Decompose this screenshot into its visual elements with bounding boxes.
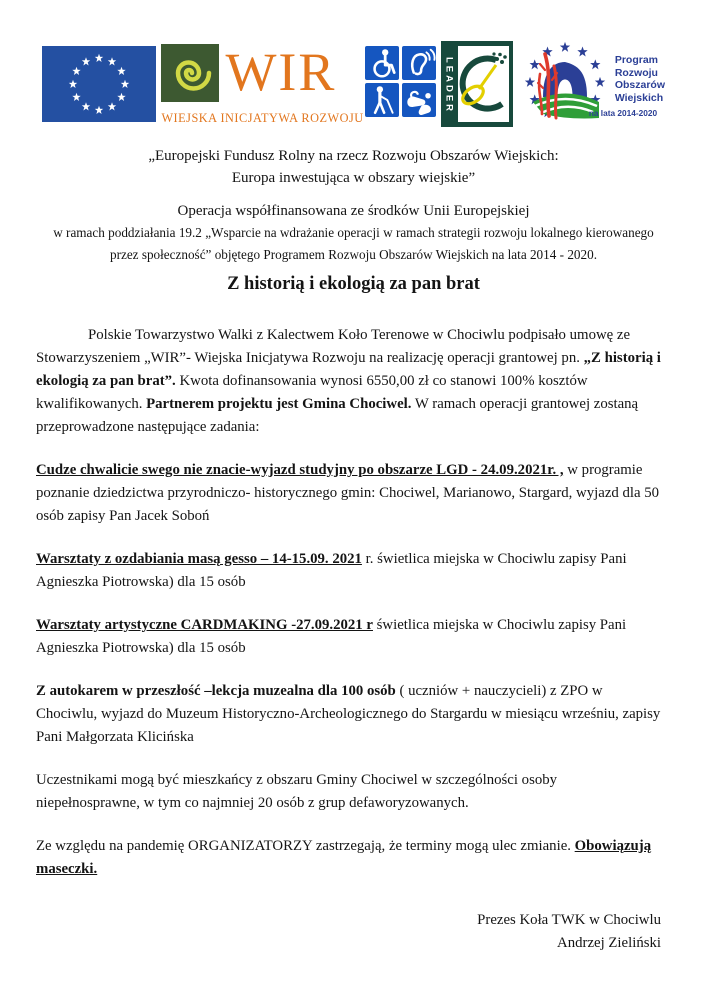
task-3-heading: Warsztaty artystyczne CARDMAKING -27.09.2021 r xyxy=(36,617,373,633)
cofinancing-line: przez społeczność” objętego Programem Rozwoju Obszarów Wiejskich na lata 2014 - 2020. xyxy=(109,247,598,262)
eu-funding-note xyxy=(0,145,707,189)
document-body xyxy=(0,324,707,955)
funding-note-line: „Europejski Fundusz Rolny na rzecz Rozwoju Obszarów Wiejskich: xyxy=(148,148,559,164)
masks-required-note: Obowiązują maseczki. xyxy=(36,838,652,877)
signature-block xyxy=(36,909,661,955)
hearing-icon xyxy=(402,46,436,80)
participants-paragraph: Uczestnikami mogą być mieszkańcy z obszaru Gminy Chociwel w szczególności osoby niepełnosprawne, w tym co najmniej 20 osób z grup defaworyzowanych. xyxy=(36,772,558,811)
task-paragraph-2 xyxy=(36,548,661,594)
accessibility-icons xyxy=(365,46,436,117)
signature-role: Prezes Koła TWK w Chociwlu xyxy=(477,912,661,928)
task-1-heading: Cudze chwalicie swego nie znacie-wyjazd studyjny po obszarze LGD - 24.09.2021r. , xyxy=(36,462,564,478)
prow-years: na lata 2014-2020 xyxy=(588,108,658,118)
task-4-text: ( uczniów + nauczycieli) z ZPO w Chociwlu, wyjazd do Muzeum Historyczno-Archeologicznego do Stargardu w miesiącu wrześniu, zapisy Pani Małgorzata Klicińska xyxy=(36,683,661,745)
project-partner-inline: Partnerem projektu jest Gmina Chociwel. xyxy=(146,396,412,412)
intro-text: Kwota dofinansowania wynosi 6550,00 zł co stanowi 100% kosztów kwalifikowanych. xyxy=(36,373,588,412)
wir-acronym: WIR xyxy=(225,42,337,102)
cofinancing-line: w ramach poddziałania 19.2 „Wsparcie na wdrażanie operacji w ramach strategii rozwoju lokalnego kierowanego xyxy=(53,225,654,240)
task-2-text: r. świetlica miejska w Chociwlu zapisy Pani Agnieszka Piotrowska) dla 15 osób xyxy=(36,551,627,590)
document-title: Z historią i ekologią za pan brat xyxy=(227,274,480,294)
leader-plant-icon xyxy=(458,46,509,122)
wir-caption: WIEJSKA INICJATYWA ROZWOJU xyxy=(161,111,364,125)
leader-label: LEADER xyxy=(443,56,455,115)
signature-name: Andrzej Zieliński xyxy=(557,935,661,951)
funding-note-line: Europa inwestująca w obszary wiejskie” xyxy=(231,170,476,186)
blind-person-icon xyxy=(365,83,399,117)
intro-paragraph xyxy=(36,324,661,439)
pandemic-text: Ze względu na pandemię ORGANIZATORZY zastrzegają, że terminy mogą ulec zmianie. xyxy=(36,838,575,854)
task-4-heading: Z autokarem w przeszłość –lekcja muzealna dla 100 osób xyxy=(36,683,396,699)
task-paragraph-3 xyxy=(36,614,661,660)
spiral-icon xyxy=(161,44,219,107)
cofinancing-note xyxy=(0,200,707,266)
wir-logo xyxy=(161,42,364,126)
project-title-inline: „Z historią i ekologią za pan brat”. xyxy=(36,350,661,389)
prow-program-text: Program Rozwoju Obszarów Wiejskich na lata 2014-2020 xyxy=(588,54,665,118)
task-1-text: w programie poznanie dziedzictwa przyrodniczo- historycznego gmin: Chociwel, Marianowo, Stargard, wyjazd dla 50 osób zapisy Pan Jacek Soboń xyxy=(36,462,660,524)
task-2-heading: Warsztaty z ozdabiania masą gesso – 14-15.09. 2021 xyxy=(36,551,362,567)
prow-logo xyxy=(519,40,665,131)
eu-flag-icon xyxy=(42,46,156,127)
leader-logo xyxy=(441,41,513,127)
cofinancing-line: Operacja współfinansowana ze środków Unii Europejskiej xyxy=(177,203,530,219)
wheelchair-icon xyxy=(365,46,399,80)
task-paragraph-1 xyxy=(36,459,661,528)
intro-text: W ramach operacji grantowej zostaną przeprowadzone następujące zadania: xyxy=(36,396,639,435)
pandemic-paragraph xyxy=(36,835,661,881)
task-3-text: świetlica miejska w Chociwlu zapisy Pani Agnieszka Piotrowska) dla 15 osób xyxy=(36,617,627,656)
task-paragraph-4 xyxy=(36,680,661,749)
intro-text: Polskie Towarzystwo Walki z Kalectwem Koło Terenowe w Chociwlu podpisało umowę ze Stowarzyszeniem „WIR”- Wiejska Inicjatywa Rozwoju na realizację operacji grantowej pn. xyxy=(36,327,631,366)
sign-language-icon xyxy=(402,83,436,117)
logo-strip xyxy=(0,0,707,131)
